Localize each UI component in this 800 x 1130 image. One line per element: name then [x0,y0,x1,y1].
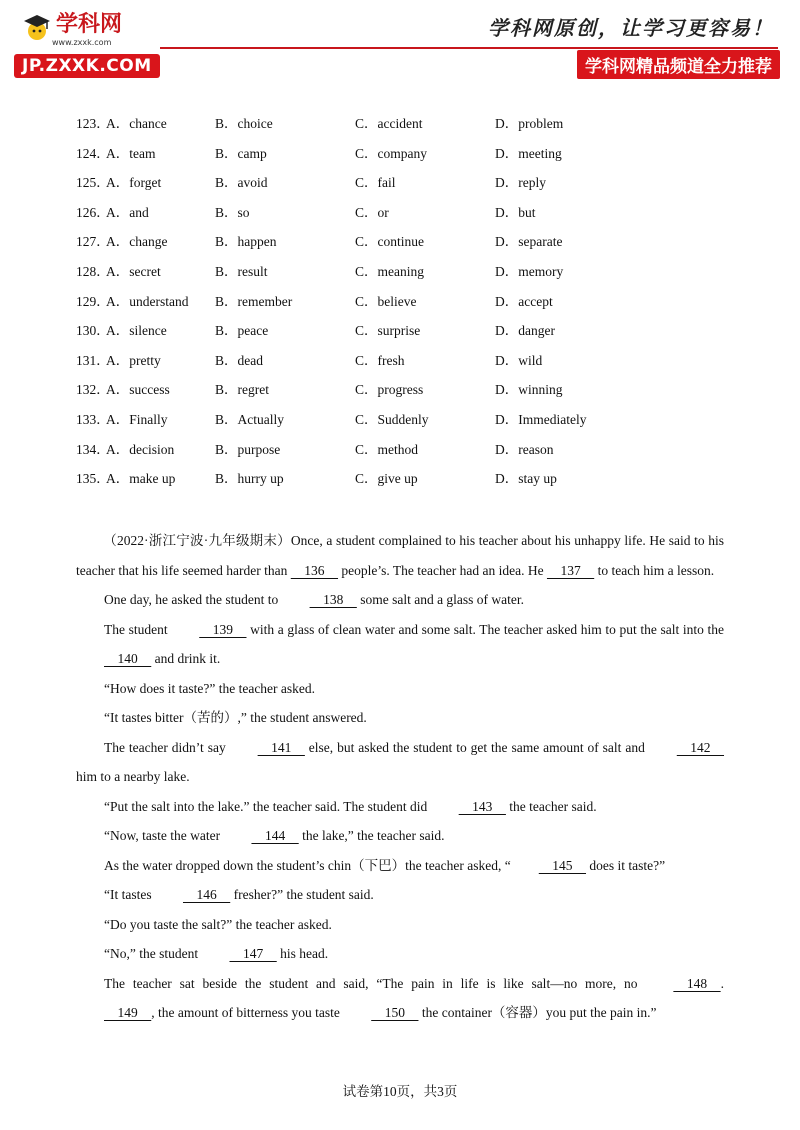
question-number: 134． [76,441,110,457]
option-row [76,231,736,261]
option-b: B．so [215,204,250,220]
passage-paragraph-7 [76,792,724,822]
option-a: A．team [106,145,156,161]
option-d: D．danger [495,323,555,339]
blank-147: 147 [229,946,277,961]
question-number: 129． [76,293,110,309]
option-a: A．and [106,204,149,220]
option-d: D．Immediately [495,411,587,427]
passage-paragraph-3 [76,615,724,674]
option-d: D．winning [495,382,563,398]
option-row [76,379,736,409]
passage-text: and drink it. [151,651,221,666]
passage-paragraph-12 [76,939,724,969]
passage-text: the container（容器）you put the pain in.” [418,1005,657,1020]
page-header [0,0,800,80]
header-rule [160,47,778,49]
answer-options [76,113,736,498]
blank-148: 148 [673,975,721,991]
option-a: A．change [106,234,168,250]
option-b: B．camp [215,145,267,161]
option-a: A．secret [106,263,161,279]
logo-url: www.zxxk.com [52,38,112,47]
passage-text: . [720,975,724,991]
question-number: 123． [76,116,110,131]
blank-142: 142 [676,739,725,755]
passage-paragraph-5: “It tastes bitter（苦的）,” the student answered. [104,710,367,725]
option-row [76,350,736,380]
option-a: A．pretty [106,352,161,368]
passage-paragraph-1 [76,526,724,585]
option-b: B．peace [215,323,269,339]
option-b: B．avoid [215,175,268,191]
blank-150: 150 [371,1005,419,1020]
question-number: 125． [76,175,110,191]
logo [14,8,154,78]
option-c: C．or [355,204,389,220]
passage-text: the lake,” the teacher said. [298,828,445,843]
passage-text: One day, he asked the student to [104,592,282,607]
header-banner: 学科网精品频道全力推荐 [577,50,780,79]
question-number: 126． [76,204,110,220]
passage-text: The student [104,621,172,637]
question-number: 131． [76,352,110,368]
passage-text: him to a nearby lake. [76,769,190,784]
option-row [76,291,736,321]
option-d: D．accept [495,293,553,309]
passage-text: some salt and a glass of water. [356,592,525,607]
option-b: B．hurry up [215,471,284,487]
option-row [76,143,736,173]
option-b: B．result [215,263,268,279]
logo-badge: JP.ZXXK.COM [14,54,160,78]
option-row [76,439,736,469]
blank-140: 140 [104,651,152,666]
option-b: B．purpose [215,441,281,457]
option-row [76,113,736,143]
option-b: B．happen [215,234,277,250]
option-c: C．fresh [355,352,405,368]
option-c: C．accident [355,116,423,131]
option-row [76,202,736,232]
option-b: B．Actually [215,411,284,427]
option-a: A．forget [106,175,162,191]
passage-paragraph-10 [76,880,724,910]
passage-paragraph-11: “Do you taste the salt?” the teacher asked. [104,916,332,932]
option-c: C．progress [355,382,424,398]
passage-paragraph-8 [76,821,724,851]
passage-text: does it taste?” [586,857,666,873]
option-d: D．problem [495,116,564,131]
option-a: A．success [106,382,170,398]
blank-136: 136 [290,562,339,578]
passage-text: with a glass of clean water and some salt. The teacher asked him to put the salt into the [246,621,724,637]
passage-text: his head. [276,946,329,961]
option-row [76,409,736,439]
blank-144: 144 [251,828,299,843]
page-footer: 试卷第10页，共3页 [342,1084,458,1099]
option-b: B．choice [215,116,273,131]
option-b: B．dead [215,352,263,368]
option-c: C．meaning [355,263,424,279]
option-c: C．company [355,145,427,161]
blank-143: 143 [458,798,506,814]
passage-text: to teach him a lesson. [594,562,715,578]
option-b: B．regret [215,382,269,398]
option-d: D．reply [495,175,546,191]
option-a: A．decision [106,441,175,457]
passage-paragraph-4: “How does it taste?” the teacher asked. [104,680,316,696]
passage-paragraph-9 [76,851,724,881]
option-a: A．silence [106,323,167,339]
question-number: 135． [76,471,110,487]
passage-paragraph-6 [76,733,724,792]
passage-text: The teacher sat beside the student and said, “The pain in life is like salt—no more, no [104,975,646,991]
question-number: 128． [76,263,110,279]
option-d: D．reason [495,441,554,457]
graduation-cap-icon [22,12,52,42]
option-b: B．remember [215,293,293,309]
question-number: 133． [76,411,110,427]
option-c: C．believe [355,293,417,309]
passage-text: （2022·浙江宁波·九年级期末）Once, a student complained to his teacher about his unhappy life. He said to his teacher that his life seemed harder than [76,533,724,578]
option-d: D．memory [495,263,564,279]
option-c: C．Suddenly [355,411,429,427]
option-d: D．wild [495,352,543,368]
passage-paragraph-13 [76,969,724,1028]
option-a: A．chance [106,116,167,131]
passage-text: the teacher said. [505,798,597,814]
blank-149: 149 [104,1005,152,1020]
logo-title: 学科网 [56,12,123,37]
option-d: D．stay up [495,471,557,487]
option-a: A．make up [106,471,176,487]
question-number: 124． [76,145,110,161]
option-a: A．Finally [106,411,168,427]
passage-text: “Put the salt into the lake.” the teacher said. The student did [104,798,431,814]
blank-138: 138 [309,592,357,607]
blank-139: 139 [199,621,247,637]
passage-text: “No,” the student [104,946,202,961]
blank-137: 137 [546,562,595,578]
option-c: C．fail [355,175,396,191]
option-c: C．give up [355,471,418,487]
option-d: D．but [495,204,536,220]
passage-text: “Now, taste the water [104,828,224,843]
option-row [76,261,736,291]
option-row [76,468,736,498]
passage-text: “It tastes [104,887,155,902]
blank-141: 141 [257,739,305,755]
option-row [76,320,736,350]
option-d: D．meeting [495,145,562,161]
option-a: A．understand [106,293,189,309]
question-number: 132． [76,382,110,398]
option-c: C．continue [355,234,424,250]
option-d: D．separate [495,234,563,250]
option-row [76,172,736,202]
passage-text: , the amount of bitterness you taste [151,1005,344,1020]
question-number: 130． [76,323,110,339]
cloze-passage [76,526,724,1028]
option-c: C．method [355,441,418,457]
passage-text: As the water dropped down the student’s chin（下巴）the teacher asked, “ [104,857,511,873]
passage-paragraph-2 [76,585,724,615]
question-number: 127． [76,234,110,250]
blank-145: 145 [538,857,587,873]
header-slogan: 学科网原创，让学习更容易！ [488,16,774,40]
passage-text: else, but asked the student to get the same amount of salt and [304,739,649,755]
blank-146: 146 [182,887,231,902]
passage-text: fresher?” the student said. [230,887,374,902]
option-c: C．surprise [355,323,421,339]
passage-text: people’s. The teacher had an idea. He [338,562,547,578]
passage-text: The teacher didn’t say [104,739,230,755]
